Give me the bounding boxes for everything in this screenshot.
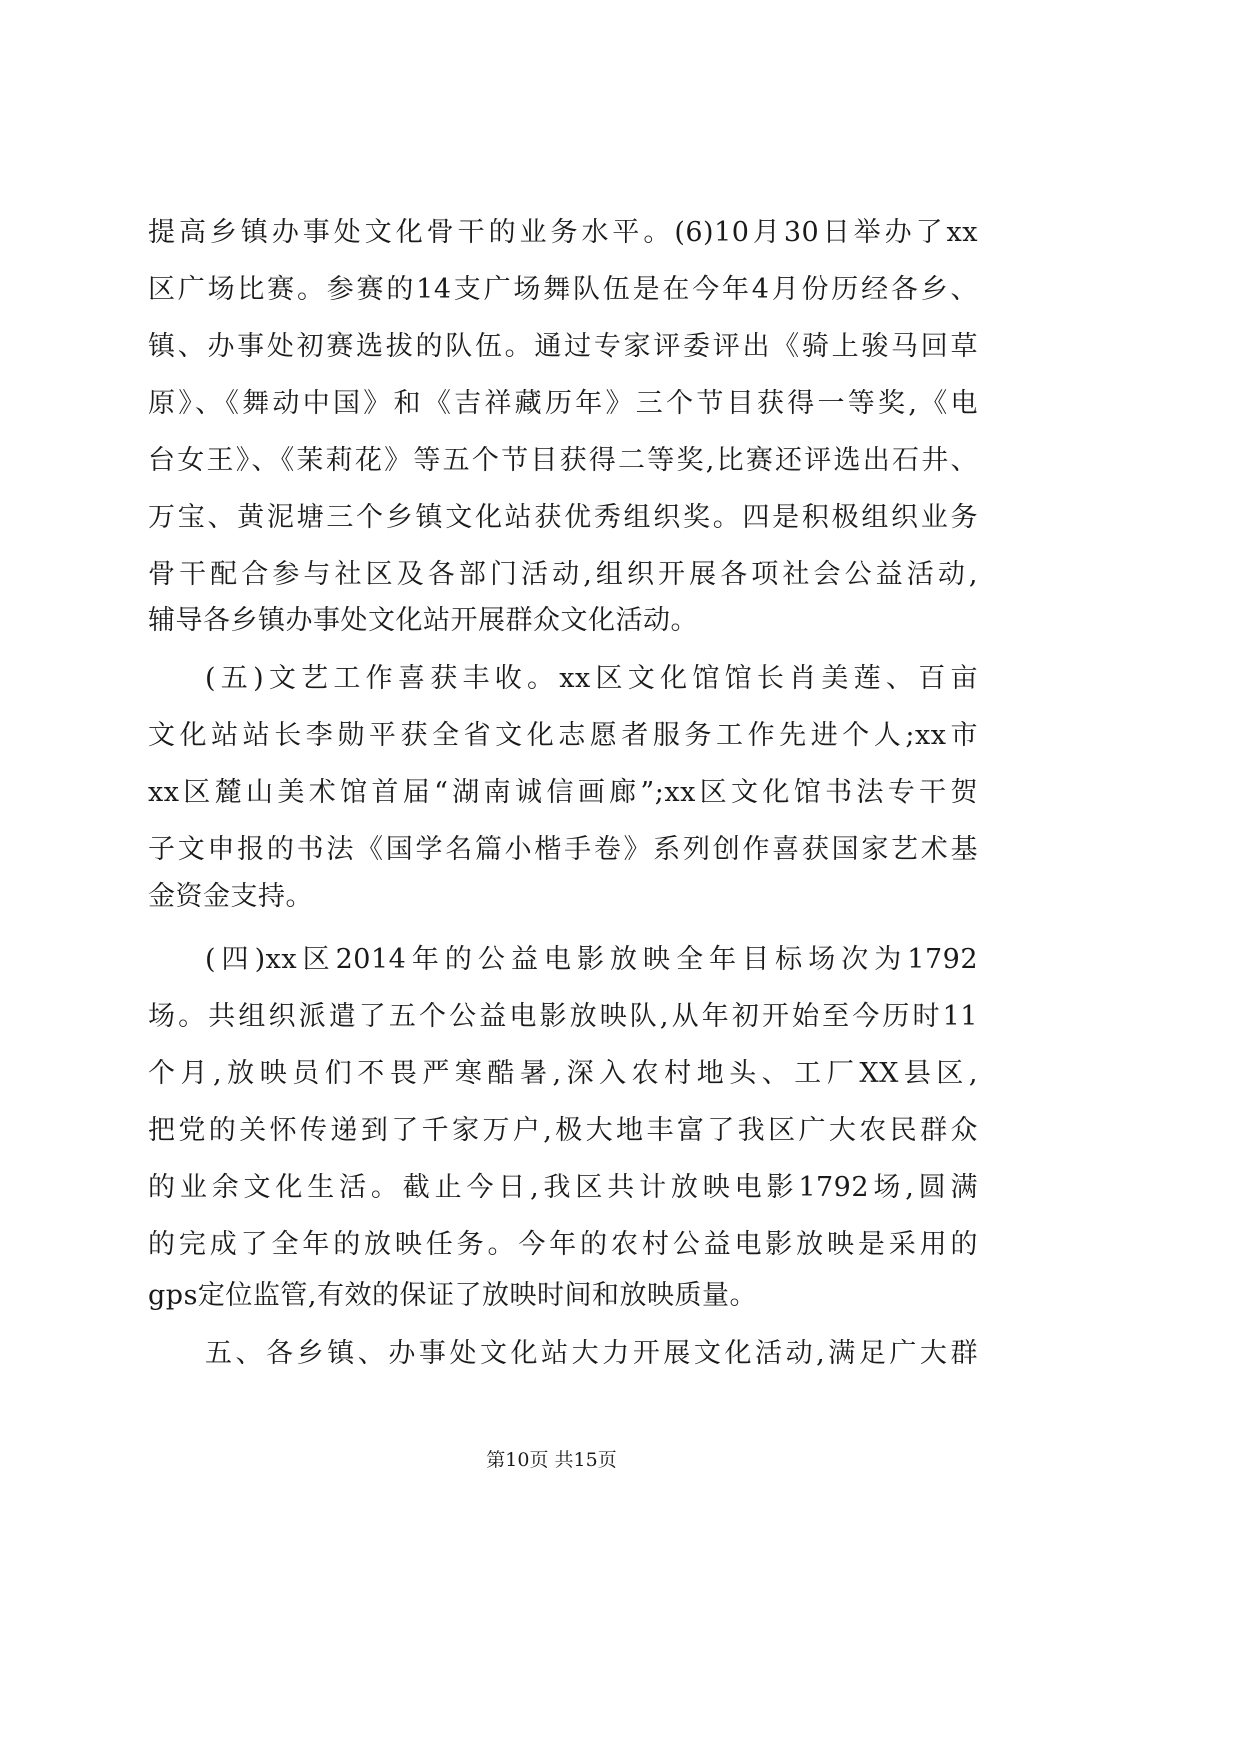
body-text-line: 台女王》、《茉莉花》等五个节目获得二等奖,比赛还评选出石井、 <box>148 445 978 476</box>
body-text-line: 场。共组织派遣了五个公益电影放映队,从年初开始至今历时11 <box>148 1001 978 1032</box>
paragraph-start-line: (五)文艺工作喜获丰收。xx区文化馆馆长肖美莲、百亩 <box>205 663 978 694</box>
body-text-line: 辅导各乡镇办事处文化站开展群众文化活动。 <box>148 605 698 636</box>
body-text-line: 子文申报的书法《国学名篇小楷手卷》系列创作喜获国家艺术基 <box>148 834 978 865</box>
paragraph-start-line: (四)xx区2014年的公益电影放映全年目标场次为1792 <box>205 944 978 975</box>
body-text-line: gps定位监管,有效的保证了放映时间和放映质量。 <box>148 1280 758 1311</box>
body-text-line: 提高乡镇办事处文化骨干的业务水平。(6)10月30日举办了xx <box>148 217 978 248</box>
body-text-line: 原》、《舞动中国》和《吉祥藏历年》三个节目获得一等奖,《电 <box>148 388 978 419</box>
body-text-line: 骨干配合参与社区及各部门活动,组织开展各项社会公益活动, <box>148 559 978 590</box>
body-text-line: 把党的关怀传递到了千家万户,极大地丰富了我区广大农民群众 <box>148 1115 978 1146</box>
body-text-line: 万宝、黄泥塘三个乡镇文化站获优秀组织奖。四是积极组织业务 <box>148 502 978 533</box>
body-text-line: 个月,放映员们不畏严寒酷暑,深入农村地头、工厂XX县区, <box>148 1058 978 1089</box>
page-number-footer: 第10页 共15页 <box>486 1449 617 1471</box>
body-text-line: 金资金支持。 <box>148 881 313 912</box>
paragraph-start-line: 五、各乡镇、办事处文化站大力开展文化活动,满足广大群 <box>205 1338 978 1369</box>
body-text-line: 的业余文化生活。截止今日,我区共计放映电影1792场,圆满 <box>148 1172 978 1203</box>
body-text-line: 的完成了全年的放映任务。今年的农村公益电影放映是采用的 <box>148 1229 978 1260</box>
body-text-line: 区广场比赛。参赛的14支广场舞队伍是在今年4月份历经各乡、 <box>148 274 978 305</box>
body-text-line: xx区麓山美术馆首届“湖南诚信画廊”;xx区文化馆书法专干贺 <box>148 777 978 808</box>
body-text-line: 文化站站长李勋平获全省文化志愿者服务工作先进个人;xx市 <box>148 720 978 751</box>
body-text-line: 镇、办事处初赛选拔的队伍。通过专家评委评出《骑上骏马回草 <box>148 331 978 362</box>
